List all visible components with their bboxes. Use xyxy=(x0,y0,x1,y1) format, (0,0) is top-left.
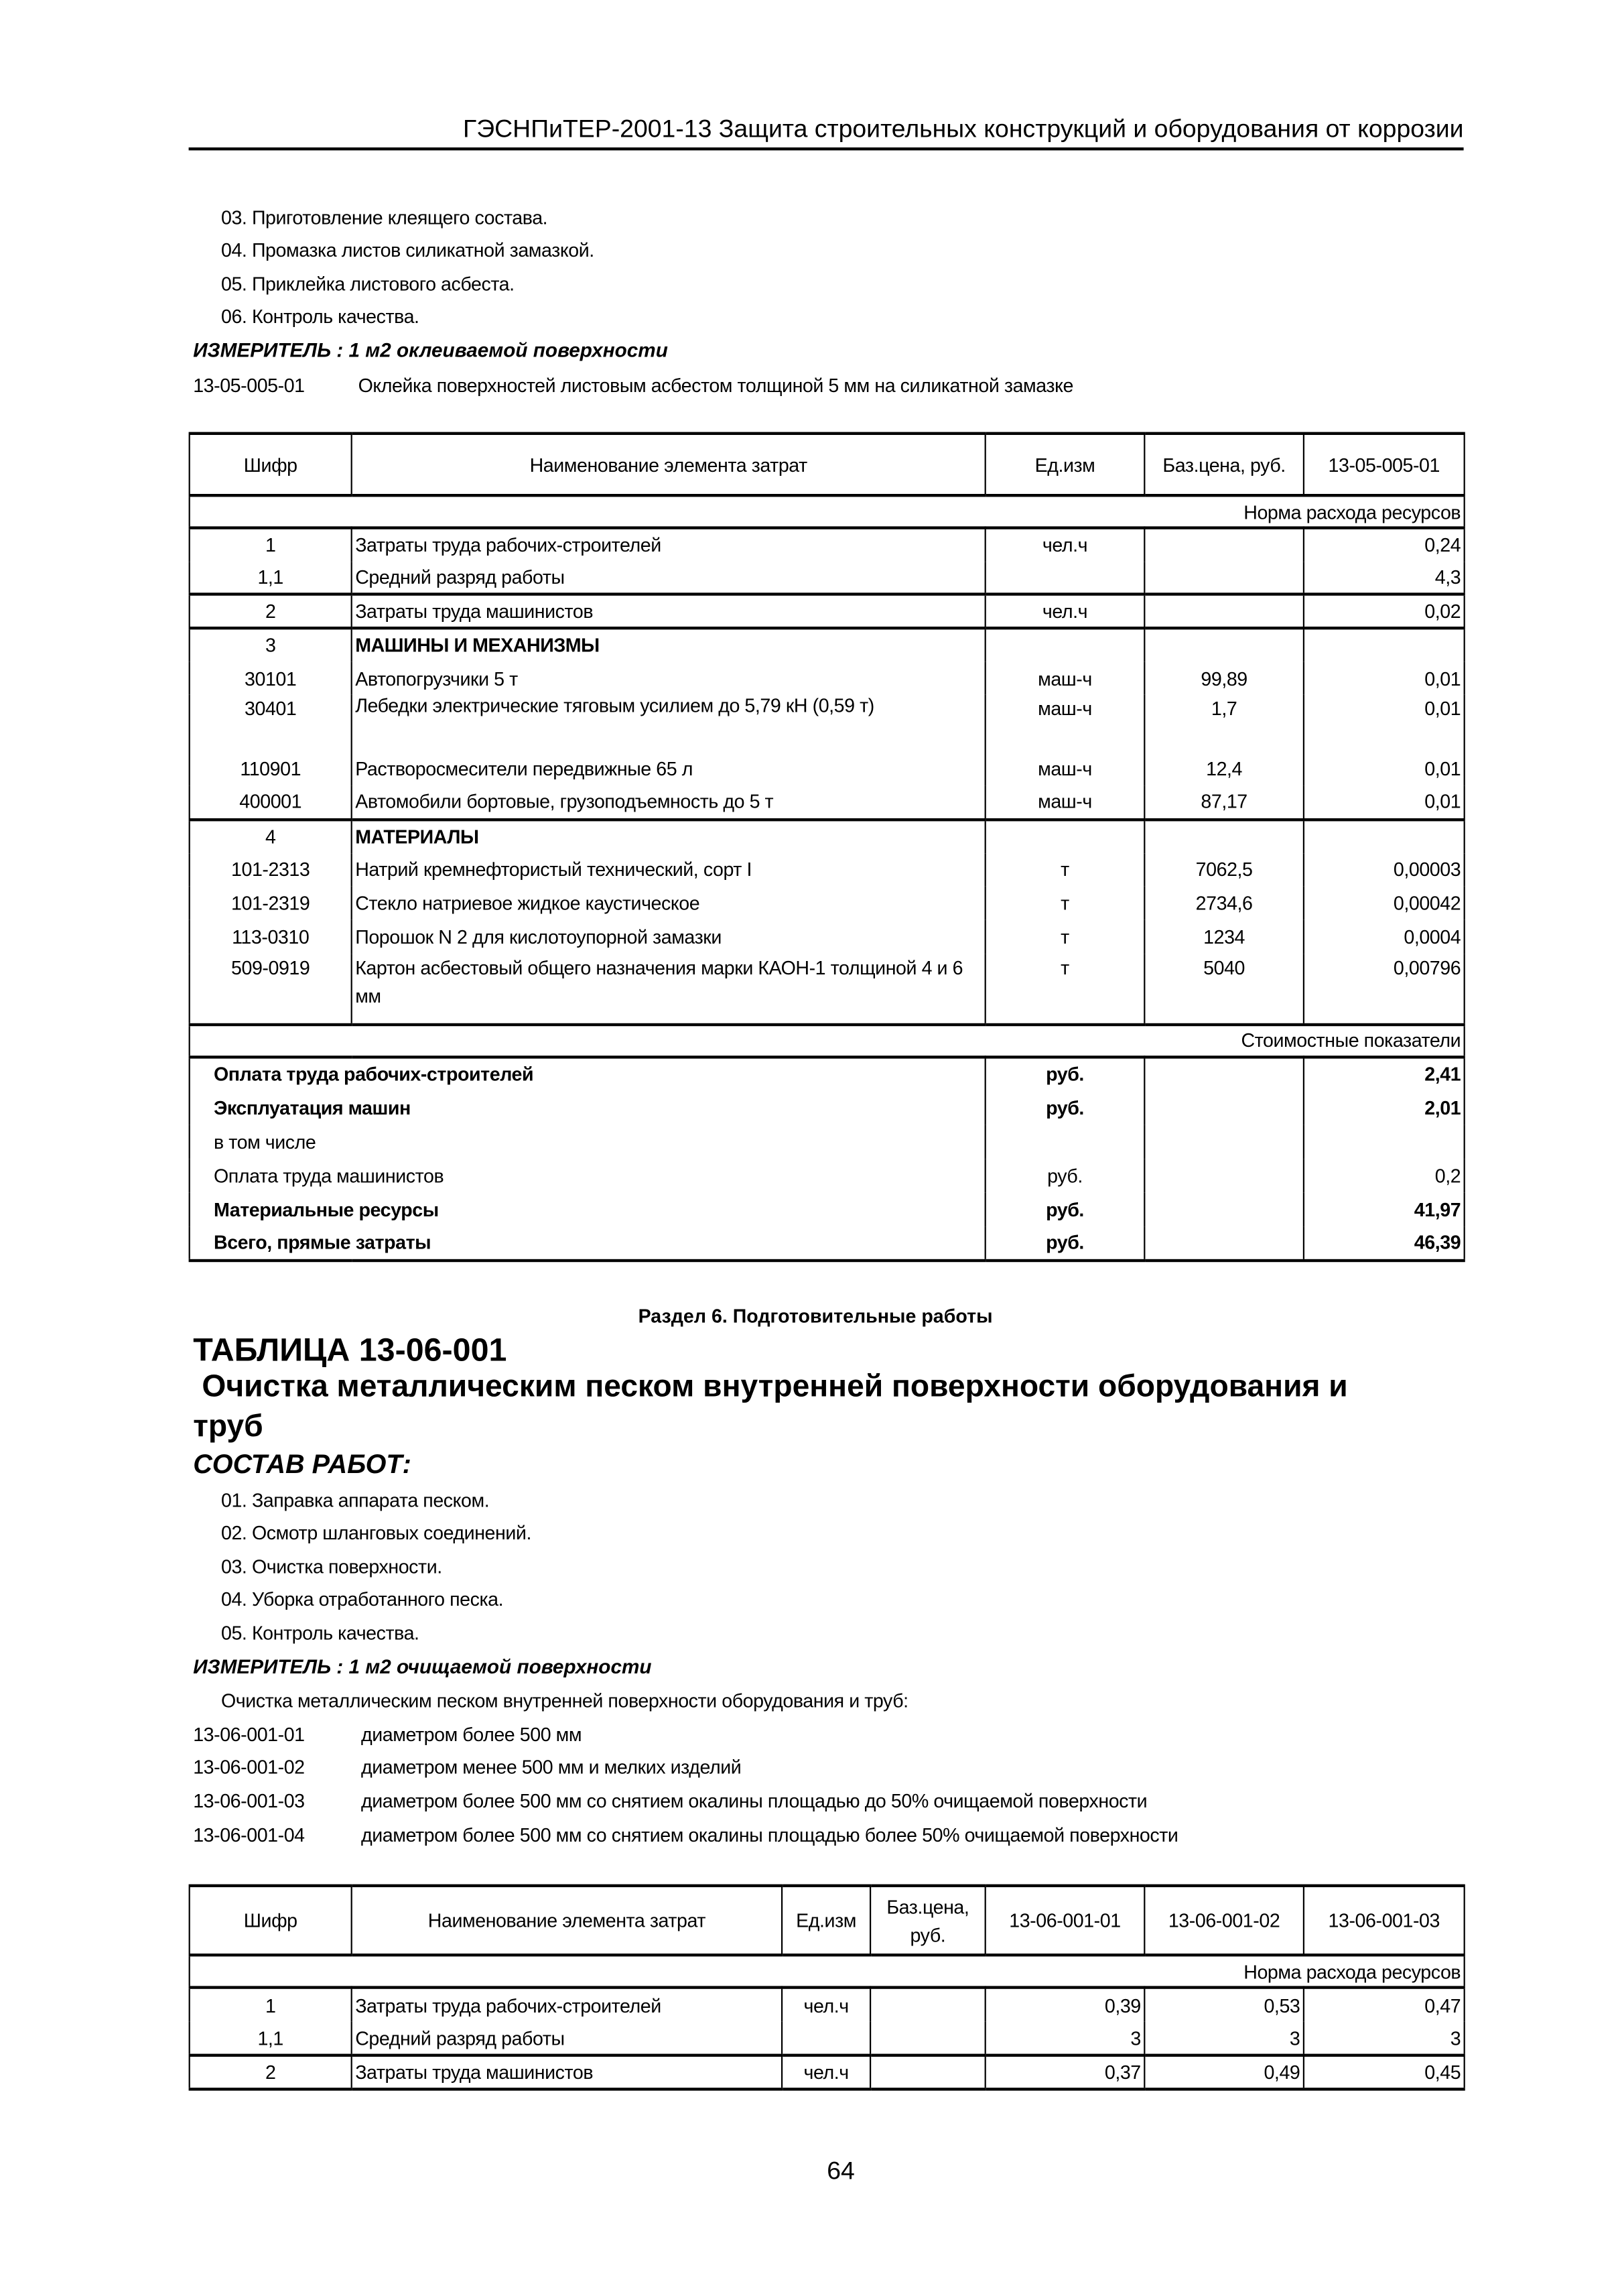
row-value xyxy=(1304,820,1465,853)
table-id: ТАБЛИЦА 13-06-001 xyxy=(193,1331,507,1368)
row-unit: маш-ч xyxy=(986,753,1145,786)
work-item: 02. Осмотр шланговых соединений. xyxy=(221,1521,531,1544)
row-value: 0,00003 xyxy=(1304,853,1465,887)
norm-description: диаметром более 500 мм со снятием окалины площадью до 50% очищаемой поверхности xyxy=(361,1789,1148,1812)
unit-header: Ед.изм xyxy=(782,1886,870,1955)
work-item: 06. Контроль качества. xyxy=(221,305,419,328)
norm-column-header: 13-06-001-01 xyxy=(986,1886,1145,1955)
row-price xyxy=(870,1988,986,2022)
row-name: Лебедки электрические тяговым усилием до 5,79 кН (0,59 т) xyxy=(352,695,986,753)
row-price xyxy=(1144,820,1304,853)
row-value: 0,01 xyxy=(1304,753,1465,786)
row-unit: маш-ч xyxy=(986,695,1145,753)
row-price: 99,89 xyxy=(1144,661,1304,695)
row-name: Затраты труда машинистов xyxy=(352,594,986,628)
cost-row xyxy=(190,1226,1465,1260)
row-value: 0,00042 xyxy=(1304,887,1465,920)
running-header: ГЭСНПиТЕР-2001-13 Защита строительных конструкций и оборудования от коррозии xyxy=(463,115,1464,143)
row-name: Затраты труда машинистов xyxy=(352,2055,782,2090)
row-code: 2 xyxy=(190,2055,352,2090)
cost-row xyxy=(190,1125,1465,1159)
cost-price xyxy=(1144,1226,1304,1260)
cost-row xyxy=(190,1090,1465,1125)
table-row xyxy=(190,920,1465,954)
row-value: 3 xyxy=(986,2021,1145,2055)
table-title-line2: труб xyxy=(193,1409,263,1444)
row-price: 7062,5 xyxy=(1144,853,1304,887)
cost-price xyxy=(1144,1056,1304,1090)
cost-value: 2,41 xyxy=(1304,1056,1465,1090)
table-row xyxy=(190,594,1465,628)
row-code: 4 xyxy=(190,820,352,853)
row-code: 30401 xyxy=(190,695,352,753)
row-price xyxy=(1144,562,1304,595)
norm-code: 13-06-001-01 xyxy=(193,1723,305,1746)
row-value: 0,53 xyxy=(1144,1988,1304,2022)
cost-name: Эксплуатация машин xyxy=(190,1090,986,1125)
row-unit: чел.ч xyxy=(986,528,1145,562)
cost-band-row xyxy=(190,1024,1465,1056)
row-value: 0,01 xyxy=(1304,661,1465,695)
norm-band-row xyxy=(190,1955,1465,1987)
row-value: 0,0004 xyxy=(1304,920,1465,954)
codes-intro: Очистка металлическим песком внутренней поверхности оборудования и труб: xyxy=(221,1689,908,1712)
cost-value: 41,97 xyxy=(1304,1192,1465,1226)
row-name: МАШИНЫ И МЕХАНИЗМЫ xyxy=(352,628,986,661)
row-price xyxy=(1144,628,1304,661)
cost-name: Оплата труда рабочих-строителей xyxy=(190,1056,986,1090)
work-item: 03. Очистка поверхности. xyxy=(221,1555,442,1578)
header-divider xyxy=(189,147,1464,150)
row-value: 0,01 xyxy=(1304,695,1465,753)
row-code: 1 xyxy=(190,1988,352,2022)
row-unit: чел.ч xyxy=(782,1988,870,2022)
table-row xyxy=(190,1988,1465,2022)
row-value: 0,37 xyxy=(986,2055,1145,2090)
code-header: Шифр xyxy=(190,434,352,495)
price-header: Баз.цена, руб. xyxy=(1144,434,1304,495)
norm-column-header: 13-05-005-01 xyxy=(1304,434,1465,495)
cost-price xyxy=(1144,1125,1304,1159)
table-row xyxy=(190,2021,1465,2055)
row-name: Средний разряд работы xyxy=(352,562,986,595)
name-header: Наименование элемента затрат xyxy=(352,434,986,495)
row-unit xyxy=(986,628,1145,661)
cost-value xyxy=(1304,1125,1465,1159)
cost-price xyxy=(1144,1192,1304,1226)
resource-table-13-05-005 xyxy=(189,432,1465,1262)
table-row xyxy=(190,786,1465,820)
cost-name: Материальные ресурсы xyxy=(190,1192,986,1226)
row-code: 1,1 xyxy=(190,562,352,595)
meter-label: ИЗМЕРИТЕЛЬ : 1 м2 оклеиваемой поверхности xyxy=(193,339,668,361)
row-value: 3 xyxy=(1304,2021,1465,2055)
row-value: 0,01 xyxy=(1304,786,1465,820)
row-code: 400001 xyxy=(190,786,352,820)
row-code: 101-2319 xyxy=(190,887,352,920)
row-code: 30101 xyxy=(190,661,352,695)
norm-description: диаметром более 500 мм xyxy=(361,1723,582,1746)
row-name: Автопогрузчики 5 т xyxy=(352,661,986,695)
cost-name: в том числе xyxy=(190,1125,986,1159)
row-value: 0,02 xyxy=(1304,594,1465,628)
norm-band-label: Норма расхода ресурсов xyxy=(190,1955,1465,1987)
row-value: 4,3 xyxy=(1304,562,1465,595)
row-price: 1,7 xyxy=(1144,695,1304,753)
row-unit: т xyxy=(986,920,1145,954)
cost-row xyxy=(190,1158,1465,1192)
cost-value: 2,01 xyxy=(1304,1090,1465,1125)
norm-description: диаметром менее 500 мм и мелких изделий xyxy=(361,1756,742,1779)
cost-row xyxy=(190,1056,1465,1090)
norm-code: 13-05-005-01 xyxy=(193,374,305,397)
row-value: 0,47 xyxy=(1304,1988,1465,2022)
row-value xyxy=(1304,628,1465,661)
cost-unit: руб. xyxy=(986,1090,1145,1125)
table-header-row xyxy=(190,434,1465,495)
cost-unit: руб. xyxy=(986,1056,1145,1090)
cost-band-label: Стоимостные показатели xyxy=(190,1024,1465,1056)
row-price xyxy=(1144,594,1304,628)
row-value: 0,45 xyxy=(1304,2055,1465,2090)
norm-band-row xyxy=(190,495,1465,527)
row-value: 0,39 xyxy=(986,1988,1145,2022)
row-name: Затраты труда рабочих-строителей xyxy=(352,1988,782,2022)
cost-price xyxy=(1144,1158,1304,1192)
row-price xyxy=(870,2055,986,2090)
work-item: 05. Контроль качества. xyxy=(221,1622,419,1644)
row-value: 0,00796 xyxy=(1304,953,1465,1024)
table-header-row xyxy=(190,1886,1465,1955)
row-code: 1,1 xyxy=(190,2021,352,2055)
row-unit: чел.ч xyxy=(782,2055,870,2090)
page-number: 64 xyxy=(827,2157,855,2185)
code-header: Шифр xyxy=(190,1886,352,1955)
norm-description: диаметром более 500 мм со снятием окалины площадью более 50% очищаемой поверхности xyxy=(361,1824,1178,1846)
cost-value: 46,39 xyxy=(1304,1226,1465,1260)
row-name: Картон асбестовый общего назначения марки КАОН-1 толщиной 4 и 6 мм xyxy=(352,953,986,1024)
meter-label: ИЗМЕРИТЕЛЬ : 1 м2 очищаемой поверхности xyxy=(193,1655,652,1678)
row-code: 101-2313 xyxy=(190,853,352,887)
norm-band-label: Норма расхода ресурсов xyxy=(190,495,1465,527)
cost-unit: руб. xyxy=(986,1158,1145,1192)
row-unit xyxy=(782,2021,870,2055)
row-code: 509-0919 xyxy=(190,953,352,1024)
norm-column-header: 13-06-001-03 xyxy=(1304,1886,1465,1955)
table-row xyxy=(190,887,1465,920)
row-price: 87,17 xyxy=(1144,786,1304,820)
row-name: Автомобили бортовые, грузоподъемность до 5 т xyxy=(352,786,986,820)
row-unit: чел.ч xyxy=(986,594,1145,628)
table-row xyxy=(190,528,1465,562)
table-row xyxy=(190,820,1465,853)
row-code: 3 xyxy=(190,628,352,661)
row-price: 2734,6 xyxy=(1144,887,1304,920)
row-unit: т xyxy=(986,953,1145,1024)
table-row xyxy=(190,628,1465,661)
row-price: 12,4 xyxy=(1144,753,1304,786)
table-row xyxy=(190,853,1465,887)
work-heading: СОСТАВ РАБОТ: xyxy=(193,1449,411,1479)
table-row xyxy=(190,753,1465,786)
table-row xyxy=(190,2055,1465,2090)
row-name: Натрий кремнефтористый технический, сорт I xyxy=(352,853,986,887)
row-name: Средний разряд работы xyxy=(352,2021,782,2055)
row-value: 0,24 xyxy=(1304,528,1465,562)
row-code: 2 xyxy=(190,594,352,628)
row-price xyxy=(1144,528,1304,562)
cost-price xyxy=(1144,1090,1304,1125)
row-unit: маш-ч xyxy=(986,786,1145,820)
row-value: 0,49 xyxy=(1144,2055,1304,2090)
cost-name: Всего, прямые затраты xyxy=(190,1226,986,1260)
cost-unit: руб. xyxy=(986,1192,1145,1226)
name-header: Наименование элемента затрат xyxy=(352,1886,782,1955)
norm-description: Оклейка поверхностей листовым асбестом толщиной 5 мм на силикатной замазке xyxy=(358,374,1073,397)
work-item: 05. Приклейка листового асбеста. xyxy=(221,273,515,295)
row-code: 1 xyxy=(190,528,352,562)
row-unit: маш-ч xyxy=(986,661,1145,695)
table-row xyxy=(190,562,1465,595)
row-unit xyxy=(986,820,1145,853)
table-row xyxy=(190,661,1465,695)
row-code: 113-0310 xyxy=(190,920,352,954)
norm-code: 13-06-001-04 xyxy=(193,1824,305,1846)
cost-row xyxy=(190,1192,1465,1226)
cost-value: 0,2 xyxy=(1304,1158,1465,1192)
work-item: 04. Промазка листов силикатной замазкой. xyxy=(221,239,594,261)
row-unit: т xyxy=(986,887,1145,920)
price-header: Баз.цена, руб. xyxy=(870,1886,986,1955)
row-name: МАТЕРИАЛЫ xyxy=(352,820,986,853)
table-row xyxy=(190,695,1465,753)
row-unit: т xyxy=(986,853,1145,887)
row-price: 5040 xyxy=(1144,953,1304,1024)
table-title-line1: Очистка металлическим песком внутренней поверхности оборудования и xyxy=(202,1369,1348,1404)
cost-unit: руб. xyxy=(986,1226,1145,1260)
work-item: 03. Приготовление клеящего состава. xyxy=(221,206,548,229)
row-name: Стекло натриевое жидкое каустическое xyxy=(352,887,986,920)
row-name: Затраты труда рабочих-строителей xyxy=(352,528,986,562)
cost-name: Оплата труда машинистов xyxy=(190,1158,986,1192)
cost-unit xyxy=(986,1125,1145,1159)
row-name: Растворосмесители передвижные 65 л xyxy=(352,753,986,786)
norm-code: 13-06-001-02 xyxy=(193,1756,305,1779)
row-name: Порошок N 2 для кислотоупорной замазки xyxy=(352,920,986,954)
row-unit xyxy=(986,562,1145,595)
row-value: 3 xyxy=(1144,2021,1304,2055)
resource-table-13-06-001 xyxy=(189,1885,1465,2091)
work-item: 01. Заправка аппарата песком. xyxy=(221,1489,490,1511)
unit-header: Ед.изм xyxy=(986,434,1145,495)
work-item: 04. Уборка отработанного песка. xyxy=(221,1588,504,1610)
row-code: 110901 xyxy=(190,753,352,786)
norm-code: 13-06-001-03 xyxy=(193,1789,305,1812)
table-row xyxy=(190,953,1465,1024)
section-title: Раздел 6. Подготовительные работы xyxy=(638,1305,993,1327)
row-price xyxy=(870,2021,986,2055)
row-price: 1234 xyxy=(1144,920,1304,954)
norm-column-header: 13-06-001-02 xyxy=(1144,1886,1304,1955)
